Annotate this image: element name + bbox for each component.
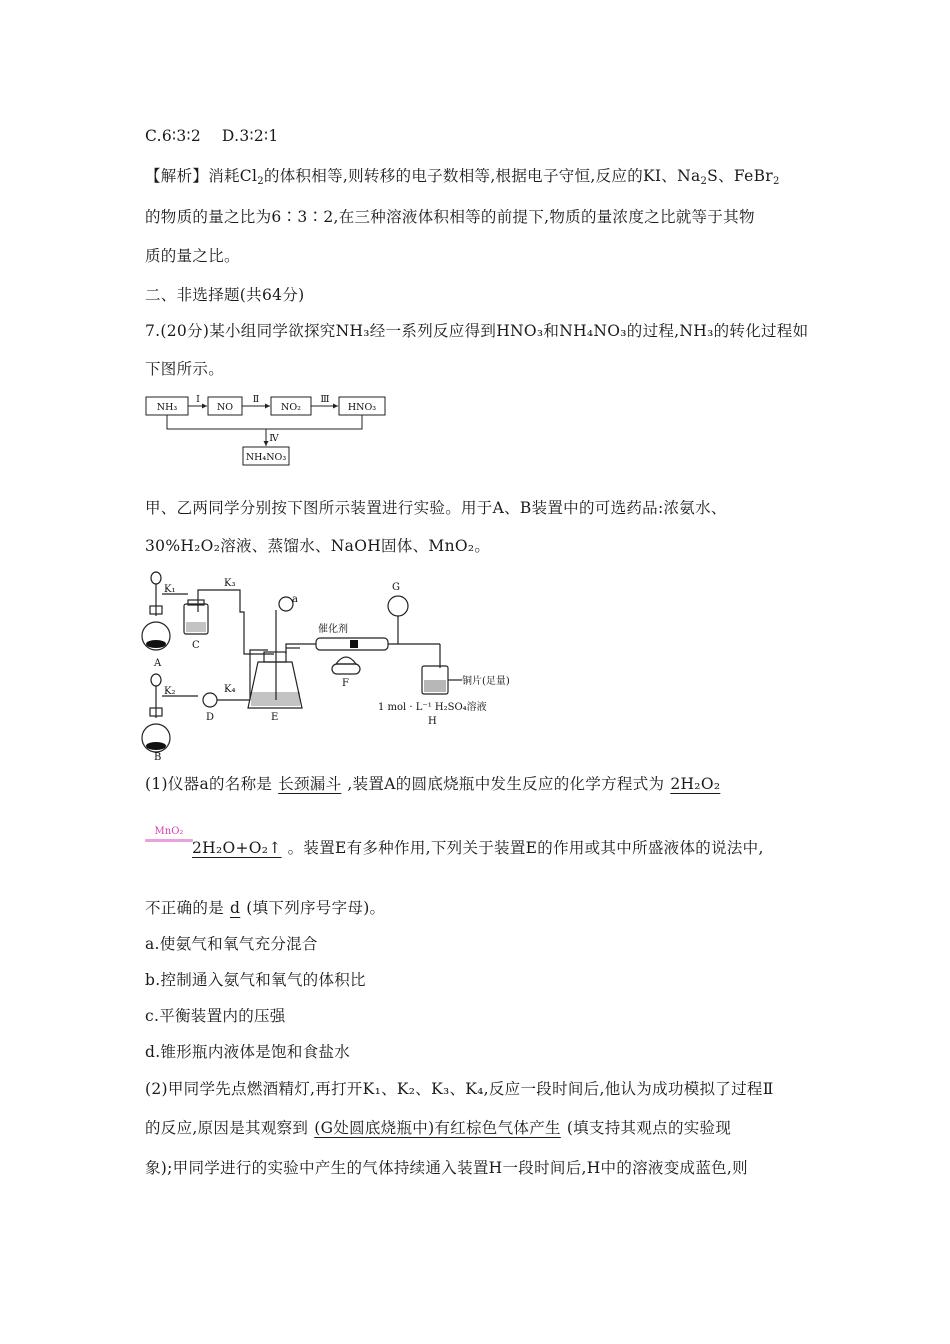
flow-step-1: Ⅰ [196, 394, 200, 405]
flow-label-hno3: HNO₃ [347, 402, 377, 413]
label-k1: K₁ [164, 584, 176, 595]
flow-label-no2: NO₂ [281, 402, 301, 413]
label-f: F [342, 678, 349, 689]
analysis-tag: 【解析】 [145, 167, 209, 185]
conversion-flow-diagram [145, 393, 395, 467]
label-copper: 铜片(足量) [462, 676, 510, 687]
answer-instrument-name: 长颈漏斗 [278, 775, 342, 793]
equation-arrow [145, 839, 193, 842]
label-solution: 1 mol · L⁻¹ H₂SO₄溶液 [378, 702, 487, 713]
choice-a: a.使氨气和氧气充分混合 [145, 935, 318, 953]
part-2-line-3: 象);甲同学进行的实验中产生的气体持续通入装置H一段时间后,H中的溶液变成蓝色,则 [145, 1159, 748, 1177]
flow-label-nh3: NH₃ [156, 402, 178, 413]
analysis-line-3: 质的量之比。 [145, 247, 240, 265]
label-a: A [154, 658, 162, 669]
option-d: D.3∶2∶1 [221, 127, 279, 145]
choice-c: c.平衡装置内的压强 [145, 1007, 286, 1025]
flow-label-nh4no3: NH₄NO₃ [245, 452, 287, 463]
choice-d: d.锥形瓶内液体是饱和食盐水 [145, 1043, 351, 1061]
answer-equation-reactant: 2H₂O₂ [670, 775, 721, 793]
previous-options [145, 127, 278, 145]
analysis-line-2: 的物质的量之比为6∶3∶2,在三种溶液体积相等的前提下,物质的量浓度之比就等于其物 [145, 208, 755, 226]
funnel-b [151, 674, 161, 686]
part-2-line-1: (2)甲同学先点燃酒精灯,再打开K₁、K₂、K₃、K₄,反应一段时间后,他认为成功模拟了过程Ⅱ [145, 1080, 774, 1098]
setup-line-2: 30%H₂O₂溶液、蒸馏水、NaOH固体、MnO₂。 [145, 537, 491, 555]
part-1-line-3: 不正确的是 d (填下列序号字母)。 [145, 899, 386, 917]
flow-label-no: NO [216, 402, 234, 413]
drying-tube-d [203, 693, 217, 707]
funnel-a-top [279, 597, 293, 611]
label-c: C [192, 640, 200, 651]
label-b: B [154, 752, 162, 760]
label-catalyst: 催化剂 [318, 624, 348, 635]
flow-step-2: Ⅱ [252, 394, 260, 405]
label-k4: K₄ [224, 684, 236, 695]
option-c: C.6∶3∶2 [145, 127, 201, 145]
flask-g [388, 596, 408, 616]
part-1-line-2: 2H₂O+O₂↑ 。装置E有多种作用,下列关于装置E的作用或其中所盛液体的说法中, [192, 839, 764, 857]
answer-incorrect-option: d [230, 899, 241, 917]
label-k3: K₃ [224, 578, 236, 589]
lamp-f [336, 657, 356, 664]
label-e: E [271, 712, 279, 723]
funnel-a [151, 572, 161, 584]
section-heading: 二、非选择题(共64分) [145, 286, 305, 304]
question-7-line-2: 下图所示。 [145, 360, 225, 378]
choice-b: b.控制通入氨气和氧气的体积比 [145, 971, 366, 989]
flow-step-3: Ⅲ [320, 394, 330, 405]
answer-equation-products: 2H₂O+O₂↑ [192, 839, 282, 857]
label-g: G [392, 582, 400, 593]
label-d: D [206, 712, 215, 723]
label-h: H [428, 716, 437, 727]
equation-condition: MnO₂ [145, 826, 193, 842]
label-k2: K₂ [164, 686, 176, 697]
flow-step-4: Ⅳ [269, 433, 279, 444]
answer-observation: (G处圆底烧瓶中)有红棕色气体产生 [314, 1119, 561, 1137]
part-2-line-2: 的反应,原因是其观察到 (G处圆底烧瓶中)有红棕色气体产生 (填支持其观点的实验现 [145, 1119, 732, 1137]
setup-line-1: 甲、乙两同学分别按下图所示装置进行实验。用于A、B装置中的可选药品:浓氨水、 [145, 499, 727, 517]
question-7-line-1: 7.(20分)某小组同学欲探究NH₃经一系列反应得到HNO₃和NH₄NO₃的过程,NH₃的转化过程如 [145, 322, 809, 340]
label-a-instrument: a [292, 594, 298, 605]
part-1-line-1: (1)仪器a的名称是 长颈漏斗 ,装置A的圆底烧瓶中发生反应的化学方程式为 2H₂O₂ [145, 772, 726, 794]
apparatus-diagram [140, 568, 510, 760]
analysis-line-1: 【解析】消耗$Cl_2$的体积相等,则转移的电子数相等,根据电子守恒,反应的KI、$Na_2S$、FeBr$_2$ [145, 167, 780, 187]
